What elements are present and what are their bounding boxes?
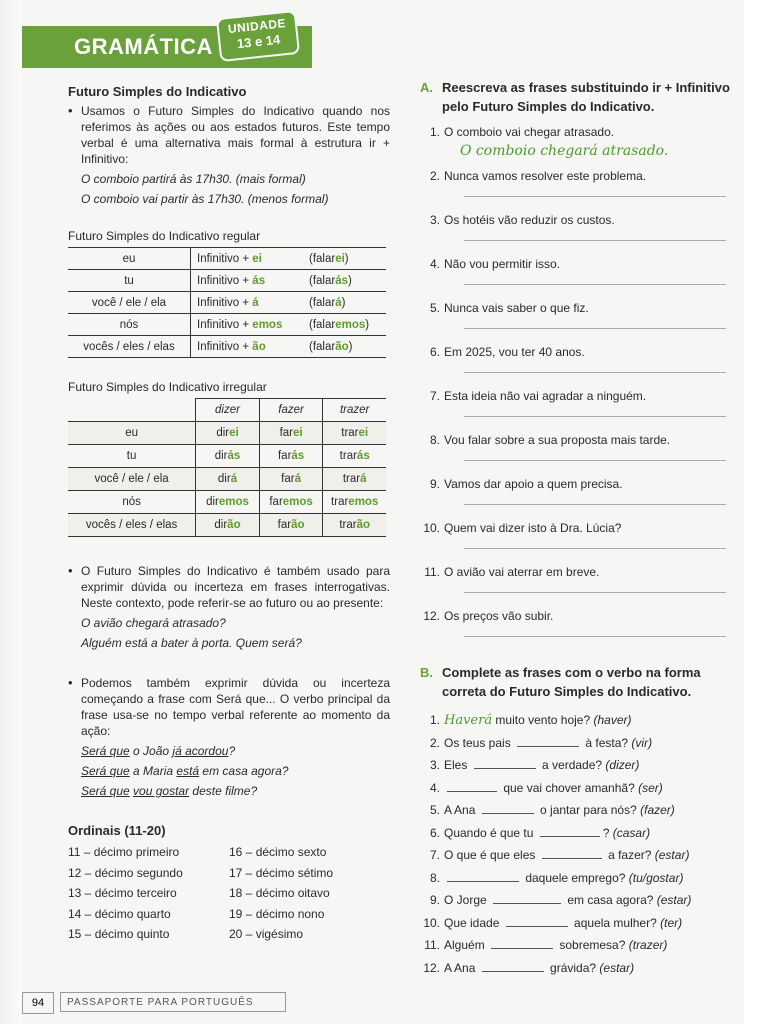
item-text: Esta ideia não vai agradar a ninguém. xyxy=(444,389,647,403)
stem-text: trar xyxy=(341,427,359,439)
answer-line[interactable] xyxy=(464,284,726,285)
item-number: 12. xyxy=(423,960,440,975)
exercise-item xyxy=(420,822,740,845)
person-cell: vocês / eles / elas xyxy=(68,336,191,358)
item-text: Eles xyxy=(444,758,471,772)
item-text: O Jorge xyxy=(444,893,491,907)
table-header-row xyxy=(68,399,386,422)
ending-text: emos xyxy=(218,496,249,508)
example-cell xyxy=(303,270,386,292)
rule-text: Infinitivo + xyxy=(197,296,253,309)
example-part: Será que xyxy=(81,784,130,798)
item-text: a fazer? xyxy=(604,848,655,862)
item-number: 5. xyxy=(429,803,440,817)
exercise-item xyxy=(420,521,740,565)
example-part: ? xyxy=(228,744,236,758)
ending-text: emos xyxy=(348,496,379,508)
ordinal-item: 15 – décimo quinto xyxy=(68,927,170,941)
example-part: Será que xyxy=(81,744,130,758)
item-text: Não vou permitir isso. xyxy=(444,257,561,271)
stem-text: trar xyxy=(339,519,357,531)
item-text: ? xyxy=(602,825,613,840)
page-footer xyxy=(22,992,292,1012)
section-title: Futuro Simples do Indicativo xyxy=(68,84,247,99)
exercise-item xyxy=(420,709,740,732)
rule-text: Infinitivo + xyxy=(197,318,253,331)
example-sentence: O avião chegará atrasado? xyxy=(81,616,226,630)
example-part: está xyxy=(176,764,200,778)
verb-hint: (trazer) xyxy=(628,938,668,952)
answer-blank[interactable] xyxy=(542,846,602,859)
ordinal-item: 14 – décimo quarto xyxy=(68,906,171,921)
ordinal-item: 18 – décimo oitavo xyxy=(229,886,330,900)
ordinal-item: 16 – décimo sexto xyxy=(229,845,327,859)
item-text: Nunca vais saber o que fiz. xyxy=(444,301,589,315)
item-text: O avião vai aterrar em breve. xyxy=(444,565,600,579)
item-text: grávida? xyxy=(546,960,600,975)
item-text: Os hotéis vão reduzir os custos. xyxy=(444,213,615,227)
item-number: 1. xyxy=(429,713,440,727)
rule-cell xyxy=(191,314,304,336)
item-number: 9. xyxy=(429,893,440,907)
example-cell xyxy=(303,248,386,270)
verb-hint: (dizer) xyxy=(605,758,640,772)
conjugation-cell xyxy=(323,514,386,537)
exercise-a-list xyxy=(420,125,740,653)
exercises-column xyxy=(420,78,740,979)
verb-hint: (tu/gostar) xyxy=(628,870,684,885)
item-text: muito vento hoje? xyxy=(492,713,594,727)
exercise-item xyxy=(420,257,740,301)
example-sentence: O comboio partirá às 17h30. (mais formal) xyxy=(81,172,306,186)
conjugation-cell xyxy=(196,468,260,491)
bullet-paragraph-3: • Podemos também exprimir dúvida ou incerteza começando a frase com Será que... O verbo principal da frase usa-se no tempo verbal referente ao momento da ação: xyxy=(68,675,390,739)
item-text: O que é que eles xyxy=(444,848,539,862)
ending-text: ei xyxy=(335,252,345,265)
item-number: 11. xyxy=(424,938,440,952)
person-cell: nós xyxy=(68,314,191,336)
exercise-item xyxy=(420,477,740,521)
ending-text: ão xyxy=(356,519,371,531)
stem-text: trar xyxy=(342,473,361,485)
answer-blank[interactable] xyxy=(506,914,568,927)
stem-text: dir xyxy=(214,519,228,531)
answer-line[interactable] xyxy=(464,328,726,329)
page-title: GRAMÁTICA xyxy=(74,34,213,59)
blank-cell xyxy=(68,399,196,422)
conjugation-cell xyxy=(196,491,260,514)
regular-table-title: Futuro Simples do Indicativo regular xyxy=(68,229,261,243)
textbook-page xyxy=(22,0,744,1024)
item-text: Os preços vão subir. xyxy=(444,609,554,623)
item-text: Quando é que tu xyxy=(444,825,537,840)
answer-blank[interactable] xyxy=(493,891,561,904)
verb-hint: (fazer) xyxy=(640,803,675,817)
stem-text: dir xyxy=(214,450,228,462)
example-sentence xyxy=(68,741,390,761)
ending-text: á xyxy=(294,473,301,485)
conjugation-cell xyxy=(323,422,386,445)
verb-header: trazer xyxy=(323,399,386,422)
person-cell: você / ele / ela xyxy=(68,292,191,314)
verb-hint: (vir) xyxy=(631,735,653,750)
table-row xyxy=(68,422,386,445)
table-row xyxy=(68,314,386,336)
item-number: 10. xyxy=(423,521,440,535)
table-row xyxy=(68,336,386,358)
ordinal-item: 13 – décimo terceiro xyxy=(68,886,177,900)
person-cell: nós xyxy=(68,491,196,514)
person-cell: vocês / eles / elas xyxy=(68,514,196,537)
item-number: 11. xyxy=(424,565,440,579)
stem-text: dir xyxy=(217,473,231,485)
item-text: sobremesa? xyxy=(556,938,629,952)
item-text: O comboio vai chegar atrasado. xyxy=(444,125,615,139)
bullet-paragraph-1: • Usamos o Futuro Simples do Indicativo quando nos referimos às ações ou aos estados futuros. Este tempo verbal é uma alternativa mais formal à estrutura ir + Infinitivo: xyxy=(68,103,390,167)
item-number: 8. xyxy=(429,433,440,447)
ending-text: á xyxy=(360,473,367,485)
answer-line[interactable] xyxy=(464,636,726,637)
example-part: vou gostar xyxy=(133,784,190,798)
item-number: 3. xyxy=(429,758,440,772)
item-number: 5. xyxy=(429,301,440,315)
rule-cell xyxy=(191,292,304,314)
book-title: PASSAPORTE PARA PORTUGUÊS xyxy=(60,992,286,1012)
answer-line[interactable] xyxy=(464,548,726,549)
conjugation-cell xyxy=(259,468,323,491)
item-text: Vou falar sobre a sua proposta mais tarde. xyxy=(444,433,671,447)
item-text: daquele emprego? xyxy=(522,870,629,885)
example-text: (falar xyxy=(309,274,336,287)
example-text: (falar xyxy=(309,318,336,331)
verb-header: dizer xyxy=(196,399,260,422)
example-part: deste filme? xyxy=(189,784,258,798)
item-number: 6. xyxy=(429,825,440,840)
ending-text: ás xyxy=(356,450,370,462)
example-text: ) xyxy=(348,340,353,353)
example-cell xyxy=(303,336,386,358)
item-number: 8. xyxy=(429,870,440,885)
table-row xyxy=(68,491,386,514)
exercise-item xyxy=(420,213,740,257)
example-cell xyxy=(303,314,386,336)
item-text: à festa? xyxy=(582,735,632,750)
ordinals-column xyxy=(68,842,229,945)
example-part: o João xyxy=(129,744,173,758)
item-number: 9. xyxy=(429,477,440,491)
verb-hint: (ter) xyxy=(660,915,683,930)
item-number: 7. xyxy=(429,848,440,862)
item-text: Que idade xyxy=(444,915,503,930)
ordinal-item: 12 – décimo segundo xyxy=(68,865,183,880)
exercise-b-instruction xyxy=(420,663,740,701)
person-cell: eu xyxy=(68,248,191,270)
example-part: já acordou xyxy=(172,744,229,758)
ordinal-item: 20 – vigésimo xyxy=(229,927,304,941)
exercise-item xyxy=(420,389,740,433)
bullet-paragraph-2: • O Futuro Simples do Indicativo é também usado para exprimir dúvida ou incerteza em frases interrogativas. Neste contexto, pode referir-se ao futuro ou ao presente: xyxy=(68,563,390,611)
rule-text: Infinitivo + xyxy=(197,274,253,287)
ending-text: ás xyxy=(227,450,241,462)
conjugation-cell xyxy=(323,468,386,491)
verb-header: fazer xyxy=(259,399,323,422)
scan-edge xyxy=(0,0,22,1024)
item-text: que vai chover amanhã? xyxy=(500,780,639,795)
item-text: Alguém xyxy=(444,938,489,952)
rule-text: Infinitivo + xyxy=(197,340,253,353)
unit-number: 13 e 14 xyxy=(236,31,281,52)
exercise-item xyxy=(420,732,740,755)
person-cell: tu xyxy=(68,445,196,468)
stem-text: far xyxy=(277,450,292,462)
item-text: Vamos dar apoio a quem precisa. xyxy=(444,477,623,491)
item-text: Quem vai dizer isto à Dra. Lúcia? xyxy=(444,521,622,535)
item-number: 2. xyxy=(429,735,440,750)
person-cell: tu xyxy=(68,270,191,292)
conjugation-cell xyxy=(259,422,323,445)
exercise-item xyxy=(420,867,740,890)
answer-blank[interactable] xyxy=(447,869,519,882)
answer-blank[interactable] xyxy=(517,734,579,747)
stem-text: far xyxy=(281,473,295,485)
grammar-column xyxy=(68,84,390,945)
answer-line[interactable] xyxy=(464,196,726,197)
handwritten-answer: O comboio chegará atrasado. xyxy=(460,143,669,159)
example-text: (falar xyxy=(309,296,336,309)
answer-line[interactable] xyxy=(464,460,726,461)
conjugation-cell xyxy=(259,514,323,537)
ending-text: ão xyxy=(335,340,349,353)
example-sentence: O comboio vai partir às 17h30. (menos formal) xyxy=(81,192,329,206)
exercise-item xyxy=(420,799,740,822)
verb-hint: (estar) xyxy=(656,893,692,907)
example-sentence xyxy=(68,781,390,801)
exercise-item xyxy=(420,301,740,345)
item-number: 12. xyxy=(423,609,440,623)
example-sentence xyxy=(68,761,390,781)
answer-line[interactable] xyxy=(464,592,726,593)
table-row xyxy=(68,292,386,314)
answer-line[interactable] xyxy=(464,504,726,505)
exercise-item xyxy=(420,844,740,867)
stem-text: far xyxy=(277,519,292,531)
stem-text: trar xyxy=(331,496,349,508)
irregular-conjugation-table xyxy=(68,398,386,537)
table-row xyxy=(68,445,386,468)
ordinals-column xyxy=(229,842,390,945)
example-text: ) xyxy=(348,274,352,287)
exercise-item xyxy=(420,345,740,389)
table-row xyxy=(68,248,386,270)
ending-text: ás xyxy=(252,274,266,287)
item-text: a verdade? xyxy=(538,758,606,772)
answer-blank[interactable] xyxy=(474,756,536,769)
ending-text: á xyxy=(335,296,342,309)
example-part: a Maria xyxy=(129,764,177,778)
conjugation-cell xyxy=(196,514,260,537)
ordinals-list xyxy=(68,842,390,945)
table-row xyxy=(68,514,386,537)
item-number: 7. xyxy=(429,389,440,403)
item-number: 1. xyxy=(429,125,440,139)
ordinal-item: 17 – décimo sétimo xyxy=(229,865,334,880)
exercise-item xyxy=(420,609,740,653)
answer-line[interactable] xyxy=(464,240,726,241)
exercise-item xyxy=(420,934,740,957)
answer-blank[interactable] xyxy=(540,824,600,837)
item-number: 4. xyxy=(429,257,440,271)
conjugation-cell xyxy=(323,491,386,514)
ending-text: á xyxy=(230,473,238,485)
item-text: o jantar para nós? xyxy=(536,803,641,817)
verb-hint: (ser) xyxy=(638,780,663,795)
item-number: 4. xyxy=(429,780,440,795)
answer-line[interactable] xyxy=(464,416,726,417)
ending-text: ás xyxy=(291,450,305,462)
item-number: 2. xyxy=(429,169,440,183)
item-text: Nunca vamos resolver este problema. xyxy=(444,169,647,183)
verb-hint: (estar) xyxy=(599,960,635,975)
conjugation-cell xyxy=(323,445,386,468)
exercise-b-list xyxy=(420,709,740,979)
ending-text: ás xyxy=(335,274,348,287)
stem-text: far xyxy=(279,427,293,439)
stem-text: far xyxy=(269,496,283,508)
item-number: 3. xyxy=(429,213,440,227)
person-cell: você / ele / ela xyxy=(68,468,196,491)
table-row xyxy=(68,270,386,292)
item-number: 6. xyxy=(429,345,440,359)
exercise-item xyxy=(420,125,740,169)
unit-label: UNIDADE xyxy=(227,16,287,37)
conjugation-cell xyxy=(196,445,260,468)
instruction-text: Reescreva as frases substituindo ir + Infinitivo pelo Futuro Simples do Indicativo. xyxy=(442,80,730,114)
item-number: 10. xyxy=(423,915,440,930)
item-text: Os teus pais xyxy=(444,735,515,750)
example-cell xyxy=(303,292,386,314)
answer-line[interactable] xyxy=(464,372,726,373)
person-cell: eu xyxy=(68,422,196,445)
verb-hint: (estar) xyxy=(654,848,690,862)
exercise-letter: B. xyxy=(420,665,433,680)
answer-blank[interactable] xyxy=(447,779,497,792)
regular-conjugation-table xyxy=(68,247,386,358)
rule-cell xyxy=(191,270,304,292)
irregular-table-title: Futuro Simples do Indicativo irregular xyxy=(68,380,267,394)
verb-hint: (haver) xyxy=(593,713,632,727)
ordinal-item: 19 – décimo nono xyxy=(229,906,325,921)
conjugation-cell xyxy=(196,422,260,445)
stem-text: dir xyxy=(216,427,230,439)
page-number: 94 xyxy=(22,992,54,1014)
exercise-item xyxy=(420,957,740,980)
ending-text: ei xyxy=(358,427,369,439)
exercise-item xyxy=(420,754,740,777)
stem-text: dir xyxy=(206,496,219,508)
ending-text: emos xyxy=(252,318,283,331)
exercise-item xyxy=(420,433,740,477)
rule-cell xyxy=(191,336,304,358)
ordinal-item: 11 – décimo primeiro xyxy=(68,845,180,859)
example-text: (falar xyxy=(309,252,336,265)
exercise-item xyxy=(420,565,740,609)
item-text: aquela mulher? xyxy=(570,915,661,930)
item-text: Em 2025, vou ter 40 anos. xyxy=(444,345,585,359)
rule-cell xyxy=(191,248,304,270)
conjugation-cell xyxy=(259,491,323,514)
item-text: A Ana xyxy=(444,960,479,975)
conjugation-cell xyxy=(259,445,323,468)
exercise-letter: A. xyxy=(420,80,433,95)
exercise-a-instruction xyxy=(420,78,740,116)
ending-text: ão xyxy=(227,519,241,531)
exercise-item xyxy=(420,889,740,912)
example-text: ) xyxy=(344,252,349,265)
answer-blank[interactable] xyxy=(482,959,544,972)
table-row xyxy=(68,468,386,491)
item-text: A Ana xyxy=(444,803,479,817)
item-text: em casa agora? xyxy=(564,893,657,907)
example-sentence: Alguém está a bater à porta. Quem será? xyxy=(81,636,302,650)
answer-blank[interactable] xyxy=(482,801,534,814)
exercise-item xyxy=(420,912,740,935)
ending-text: á xyxy=(252,296,259,309)
exercise-item xyxy=(420,169,740,213)
ending-text: ão xyxy=(291,519,305,531)
unit-tag xyxy=(216,10,300,62)
rule-text: Infinitivo + xyxy=(197,252,253,265)
example-text: ) xyxy=(341,296,346,309)
example-part: Será que xyxy=(81,764,130,778)
example-text: (falar xyxy=(309,340,336,353)
ordinals-title: Ordinais (11-20) xyxy=(68,823,166,838)
example-part: em casa agora? xyxy=(199,764,289,778)
ending-text: emos xyxy=(335,318,366,331)
verb-hint: (casar) xyxy=(612,825,651,840)
answer-blank[interactable] xyxy=(491,936,553,949)
handwritten-answer: Haverá xyxy=(444,713,493,728)
stem-text: trar xyxy=(339,450,357,462)
ending-text: ei xyxy=(229,427,239,439)
exercise-item xyxy=(420,777,740,800)
ending-text: ei xyxy=(293,427,303,439)
ending-text: emos xyxy=(282,496,313,508)
example-text: ) xyxy=(365,318,370,331)
ending-text: ei xyxy=(252,252,262,265)
ending-text: ão xyxy=(252,340,266,353)
instruction-text: Complete as frases com o verbo na forma correta do Futuro Simples do Indicativo. xyxy=(442,665,701,699)
